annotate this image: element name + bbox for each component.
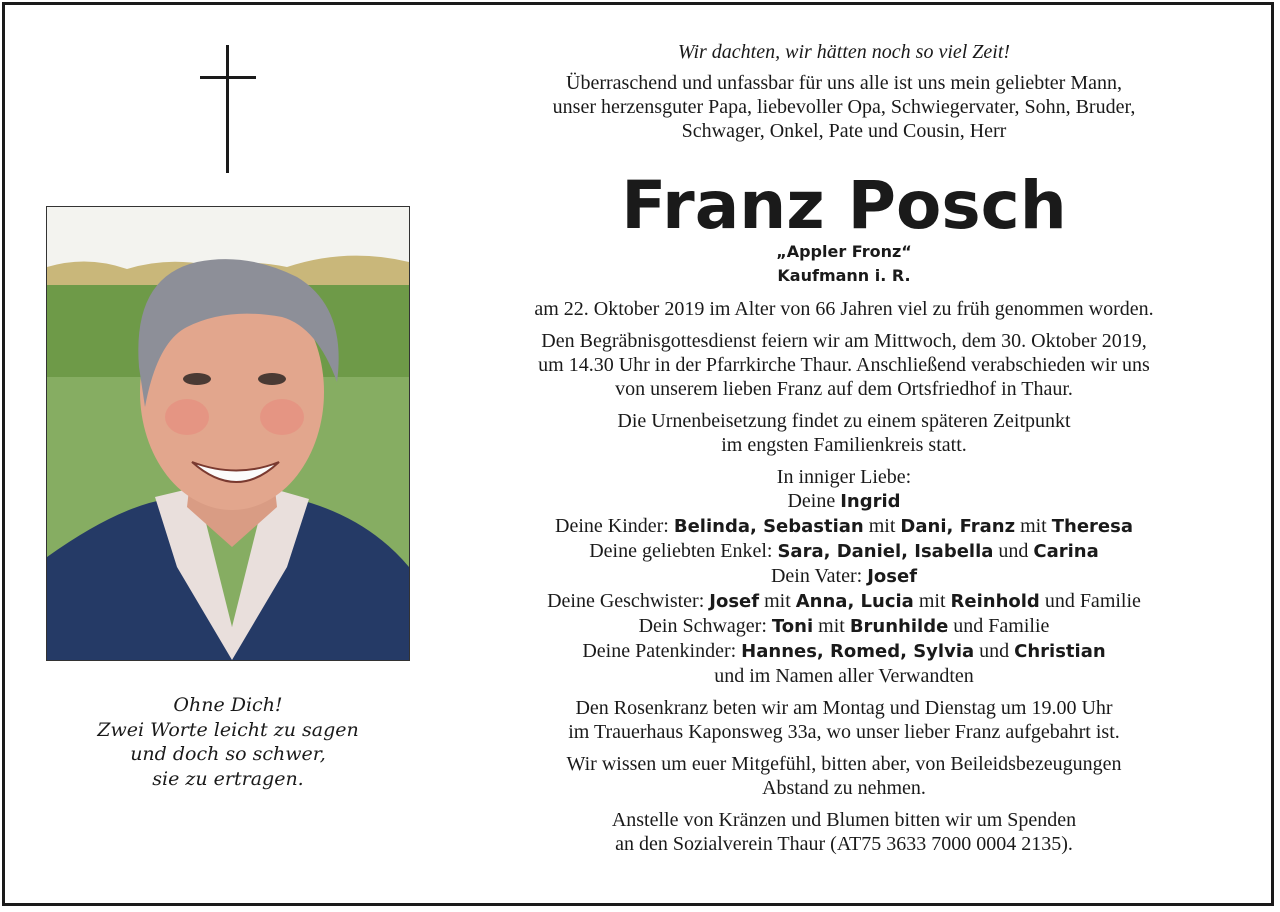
funeral-line: Den Begräbnisgottesdienst feiern wir am Mittwoch, dem 30. Oktober 2019,: [541, 330, 1147, 352]
poem-line: und doch so schwer,: [130, 743, 326, 765]
deceased-name: Franz Posch: [621, 167, 1067, 244]
intro-line: Überraschend und unfassbar für uns alle ist uns mein geliebter Mann,: [566, 72, 1122, 94]
intro-line: Schwager, Onkel, Pate und Cousin, Herr: [681, 120, 1007, 142]
family-siblings: Deine Geschwister: Josef mit Anna, Lucia mit Reinhold und Familie: [547, 590, 1141, 612]
condolences-line: Abstand zu nehmen.: [762, 777, 926, 799]
rosary-line: Den Rosenkranz beten wir am Montag und Dienstag um 19.00 Uhr: [575, 697, 1113, 719]
rosary-line: im Trauerhaus Kaponsweg 33a, wo unser lieber Franz aufgebahrt ist.: [568, 721, 1120, 743]
nickname: „Appler Fronz“: [776, 242, 912, 261]
death-line: am 22. Oktober 2019 im Alter von 66 Jahren viel zu früh genommen worden.: [534, 298, 1154, 320]
condolences-line: Wir wissen um euer Mitgefühl, bitten aber, von Beileidsbezeugungen: [566, 753, 1122, 775]
family-children: Deine Kinder: Belinda, Sebastian mit Dani, Franz mit Theresa: [555, 515, 1133, 537]
cross-icon: [200, 45, 256, 175]
poem-line: sie zu ertragen.: [152, 767, 304, 790]
poem: [46, 693, 410, 791]
urn-line: Die Urnenbeisetzung findet zu einem späteren Zeitpunkt: [617, 410, 1071, 432]
portrait-photo: [46, 206, 410, 661]
motto: Wir dachten, wir hätten noch so viel Zeit!: [677, 41, 1011, 63]
family-grandchildren: Deine geliebten Enkel: Sara, Daniel, Isabella und Carina: [589, 540, 1099, 562]
family-brother-in-law: Dein Schwager: Toni mit Brunhilde und Familie: [638, 615, 1050, 637]
family-relatives: und im Namen aller Verwandten: [714, 665, 974, 687]
family-wife: Deine Ingrid: [787, 490, 901, 512]
notice-text: [462, 40, 1226, 856]
poem-line: Zwei Worte leicht zu sagen: [97, 718, 359, 741]
urn-line: im engsten Familienkreis statt.: [721, 434, 967, 456]
donation-line: Anstelle von Kränzen und Blumen bitten wir um Spenden: [611, 809, 1077, 831]
funeral-line: von unserem lieben Franz auf dem Ortsfriedhof in Thaur.: [615, 378, 1073, 400]
love-intro: In inniger Liebe:: [776, 466, 912, 488]
family-father: Dein Vater: Josef: [770, 565, 918, 587]
intro-line: unser herzensguter Papa, liebevoller Opa, Schwiegervater, Sohn, Bruder,: [552, 96, 1136, 118]
funeral-line: um 14.30 Uhr in der Pfarrkirche Thaur. Anschließend verabschieden wir uns: [538, 354, 1150, 376]
poem-line: Ohne Dich!: [173, 694, 283, 716]
donation-line: an den Sozialverein Thaur (AT75 3633 7000 0004 2135).: [615, 833, 1073, 855]
profession: Kaufmann i. R.: [777, 266, 911, 285]
family-godchildren: Deine Patenkinder: Hannes, Romed, Sylvia und Christian: [582, 640, 1106, 662]
